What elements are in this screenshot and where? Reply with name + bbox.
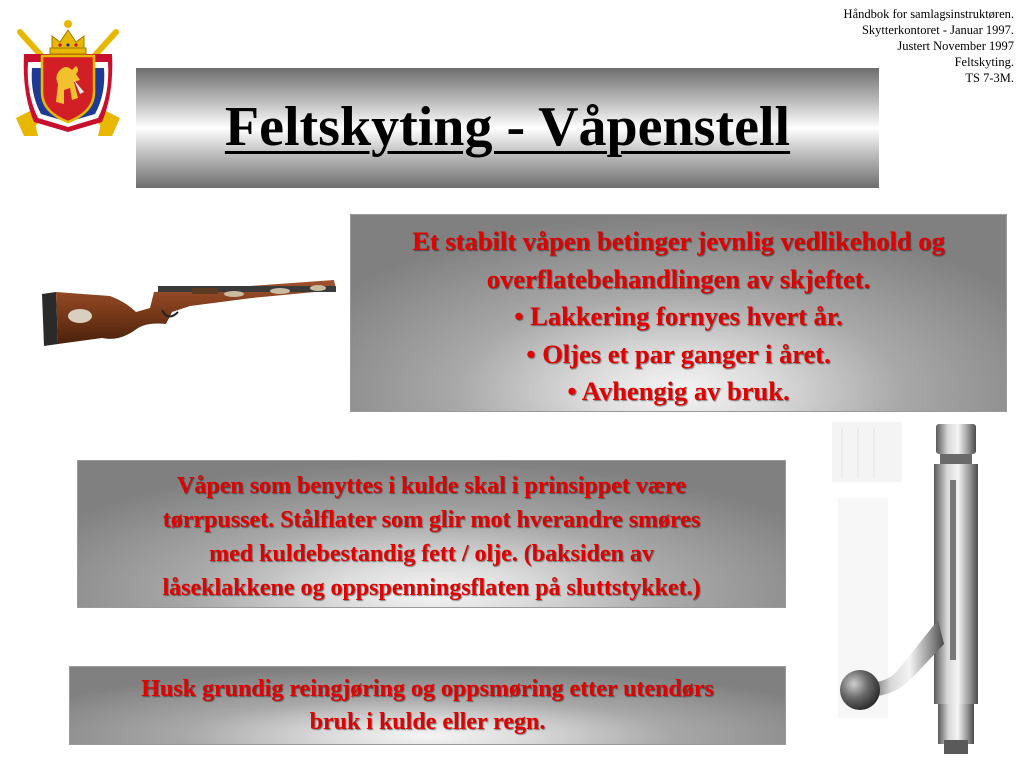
info-line: tørrpusset. Stålflater som glir mot hverandre smøres xyxy=(162,507,701,533)
title-banner xyxy=(136,68,879,188)
cold-weather-box xyxy=(77,460,786,608)
stock-maintenance-box xyxy=(350,214,1007,412)
info-line: overflatebehandlingen av skjeftet. xyxy=(486,263,871,294)
info-line: låseklakkene og oppspenningsflaten på sluttstykket.) xyxy=(162,575,701,601)
info-line: bruk i kulde eller regn. xyxy=(309,709,546,735)
reference-line: Justert November 1997 xyxy=(897,39,1014,53)
reference-line: TS 7-3M. xyxy=(965,71,1014,85)
crown-icon xyxy=(50,20,86,54)
rifle-bolt-image xyxy=(838,420,1013,760)
cleaning-reminder-box xyxy=(69,666,786,745)
info-line: med kuldebestandig fett / olje. (baksiden av xyxy=(209,541,654,567)
reference-line: Håndbok for samlagsinstruktøren. xyxy=(843,7,1014,21)
reference-line: Feltskyting. xyxy=(954,55,1014,69)
emblem-logo xyxy=(14,14,122,138)
bullet-item: • Oljes et par ganger i året. xyxy=(526,338,831,369)
info-line: Våpen som benyttes i kulde skal i prinsippet være xyxy=(177,473,686,499)
bullet-item: • Avhengig av bruk. xyxy=(567,376,790,406)
reference-line: Skytterkontoret - Januar 1997. xyxy=(861,23,1014,37)
rifle-image xyxy=(40,272,338,350)
info-line: Husk grundig reingjøring og oppsmøring etter utendørs xyxy=(141,676,714,702)
page-title: Feltskyting - Våpenstell xyxy=(224,96,791,158)
info-line: Et stabilt våpen betinger jevnlig vedlikehold og xyxy=(412,226,945,256)
bullet-item: • Lakkering fornyes hvert år. xyxy=(514,301,843,331)
